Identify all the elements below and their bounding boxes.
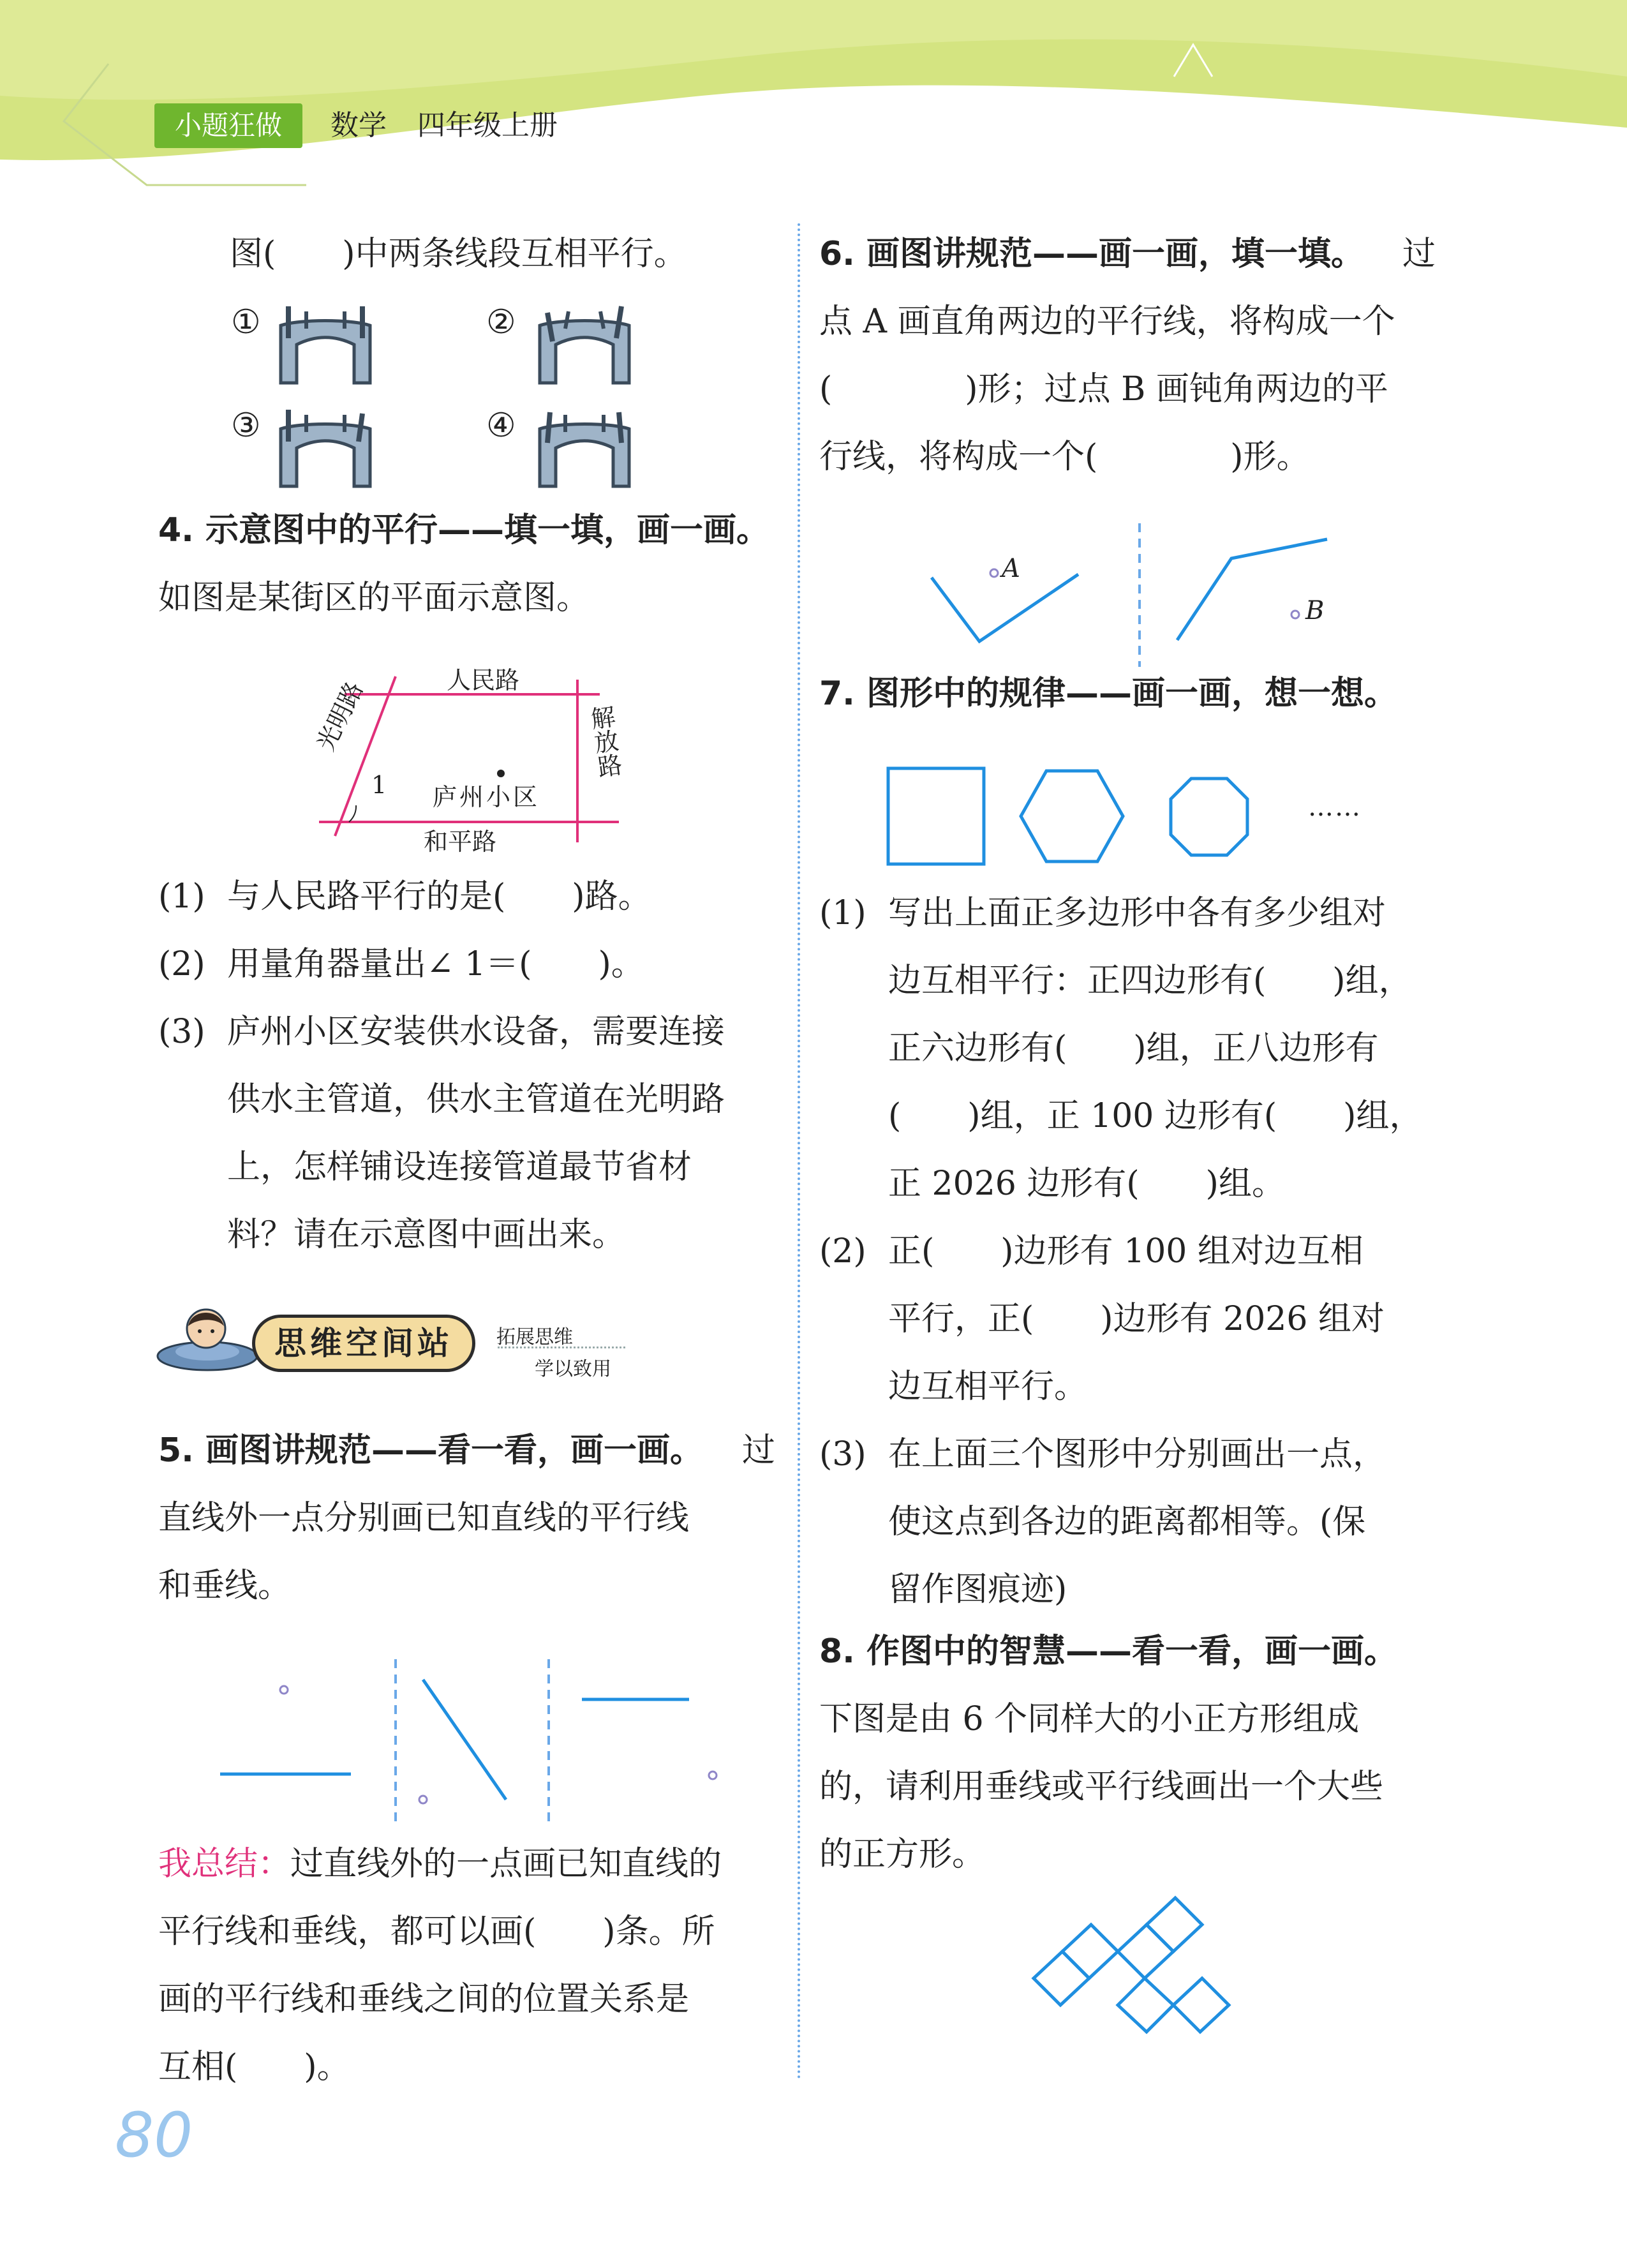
q4-sub1: 与人民路平行的是( )路。 (227, 877, 651, 916)
q6-angles (919, 523, 1365, 670)
q7-sub3-num: (3) (819, 1435, 866, 1473)
map-label-right: 解放路 (585, 703, 623, 780)
q4-sub2: 用量角器量出∠ 1＝( )。 (227, 945, 644, 983)
header-grade: 四年级上册 (417, 109, 558, 142)
q7-sub1-line: 正 2026 边形有( )组。 (888, 1165, 1285, 1203)
q6-point-a: A (1002, 554, 1020, 583)
q7-sub3-line: 使这点到各边的距离都相等。(保 (888, 1503, 1366, 1541)
q6-line: 行线，将构成一个( )形。 (819, 438, 1310, 476)
summary-line: 画的平行线和垂线之间的位置关系是 (158, 1980, 690, 2018)
q6-title-tail: 过 (1402, 235, 1436, 273)
q7-sub2-line: 正( )边形有 100 组对边互相 (888, 1232, 1363, 1271)
banner-tag1: 拓展思维 (496, 1326, 573, 1348)
bridge-label: ① (231, 303, 261, 341)
q7-polygons (880, 759, 1340, 881)
q6-line: ( )形；过点 B 画钝角两边的平 (819, 370, 1388, 408)
q7-sub3-line: 留作图痕迹) (888, 1570, 1067, 1609)
map-label-bottom: 和平路 (424, 828, 497, 856)
banner-dashes (498, 1347, 625, 1348)
q8-title: 8. 作图中的智慧——看一看，画一画。 (819, 1632, 1398, 1671)
q4-title: 4. 示意图中的平行——填一填，画一画。 (158, 511, 770, 549)
q5-title-tail: 过 (742, 1431, 776, 1470)
q5-title: 5. 画图讲规范——看一看，画一画。 (158, 1431, 704, 1470)
page-number: 80 (115, 2100, 193, 2171)
q4-sub3-line: 料？请在示意图中画出来。 (227, 1216, 626, 1254)
bridge-1 (274, 300, 376, 389)
q7-sub2-line: 边互相平行。 (888, 1368, 1088, 1406)
q3-tail: 图( )中两条线段互相平行。 (230, 235, 687, 273)
q5-figures (211, 1646, 785, 1838)
q8-line: 的，请利用垂线或平行线画出一个大些 (819, 1768, 1384, 1806)
q4-intro: 如图是某街区的平面示意图。 (158, 579, 590, 617)
bridge-label: ③ (231, 407, 261, 445)
q4-sub3-line: 上，怎样铺设连接管道最节省材 (227, 1148, 692, 1186)
bridge-label: ② (486, 303, 516, 341)
summary-line: 平行线和垂线，都可以画( )条。所 (158, 1913, 715, 1951)
summary-label: 我总结： (158, 1845, 292, 1883)
q7-sub1-line: ( )组，正 100 边形有( )组， (888, 1097, 1423, 1135)
summary-line: 互相( )。 (158, 2048, 350, 2086)
map-label-center: 庐州小区 (433, 783, 540, 811)
q4-sub3-line: 庐州小区安装供水设备，需要连接 (227, 1013, 725, 1051)
q7-sub2-line: 平行，正( )边形有 2026 组对 (888, 1300, 1385, 1338)
header-series: 小题狂做 (174, 110, 282, 141)
bridge-4 (533, 403, 635, 493)
q8-squares (1021, 1876, 1251, 2042)
q7-sub1-line: 写出上面正多边形中各有多少组对 (888, 894, 1386, 932)
q4-sub3-line: 供水主管道，供水主管道在光明路 (227, 1080, 725, 1119)
q4-sub3-num: (3) (158, 1013, 205, 1051)
summary-line: 过直线外的一点画已知直线的 (290, 1845, 722, 1883)
banner-tag2: 学以致用 (535, 1358, 611, 1380)
q8-line: 的正方形。 (819, 1835, 986, 1874)
q5-line: 和垂线。 (158, 1567, 292, 1605)
q7-sub1-line: 正六边形有( )组，正八边形有 (888, 1029, 1379, 1068)
q7-sub3-line: 在上面三个图形中分别画出一点， (888, 1435, 1386, 1473)
q5-line: 直线外一点分别画已知直线的平行线 (158, 1499, 690, 1537)
bridge-label: ④ (486, 407, 516, 445)
q8-line: 下图是由 6 个同样大的小正方形组成 (819, 1700, 1360, 1738)
q7-sub1-line: 边互相平行：正四边形有( )组， (888, 962, 1412, 1000)
q6-point-b: B (1305, 596, 1325, 625)
q4-sub1-num: (1) (158, 877, 205, 916)
q4-sub2-num: (2) (158, 945, 205, 983)
bridge-3 (274, 403, 376, 493)
q6-title: 6. 画图讲规范——画一画，填一填。 (819, 235, 1365, 273)
q7-sub1-num: (1) (819, 894, 866, 932)
map-angle-label: 1 (371, 771, 387, 799)
q6-line: 点 A 画直角两边的平行线，将构成一个 (819, 302, 1395, 341)
map-label-left: 光明路 (311, 677, 369, 756)
header-subject: 数学 (331, 109, 387, 142)
banner-ufo-icon (156, 1302, 265, 1385)
q7-title: 7. 图形中的规律——画一画，想一想。 (819, 675, 1398, 713)
column-divider (798, 223, 800, 2080)
q7-sub2-num: (2) (819, 1232, 866, 1271)
map-label-top: 人民路 (447, 666, 520, 694)
q7-ellipsis: …… (1308, 793, 1362, 822)
banner-title: 思维空间站 (274, 1325, 453, 1362)
bridge-2 (533, 300, 635, 389)
